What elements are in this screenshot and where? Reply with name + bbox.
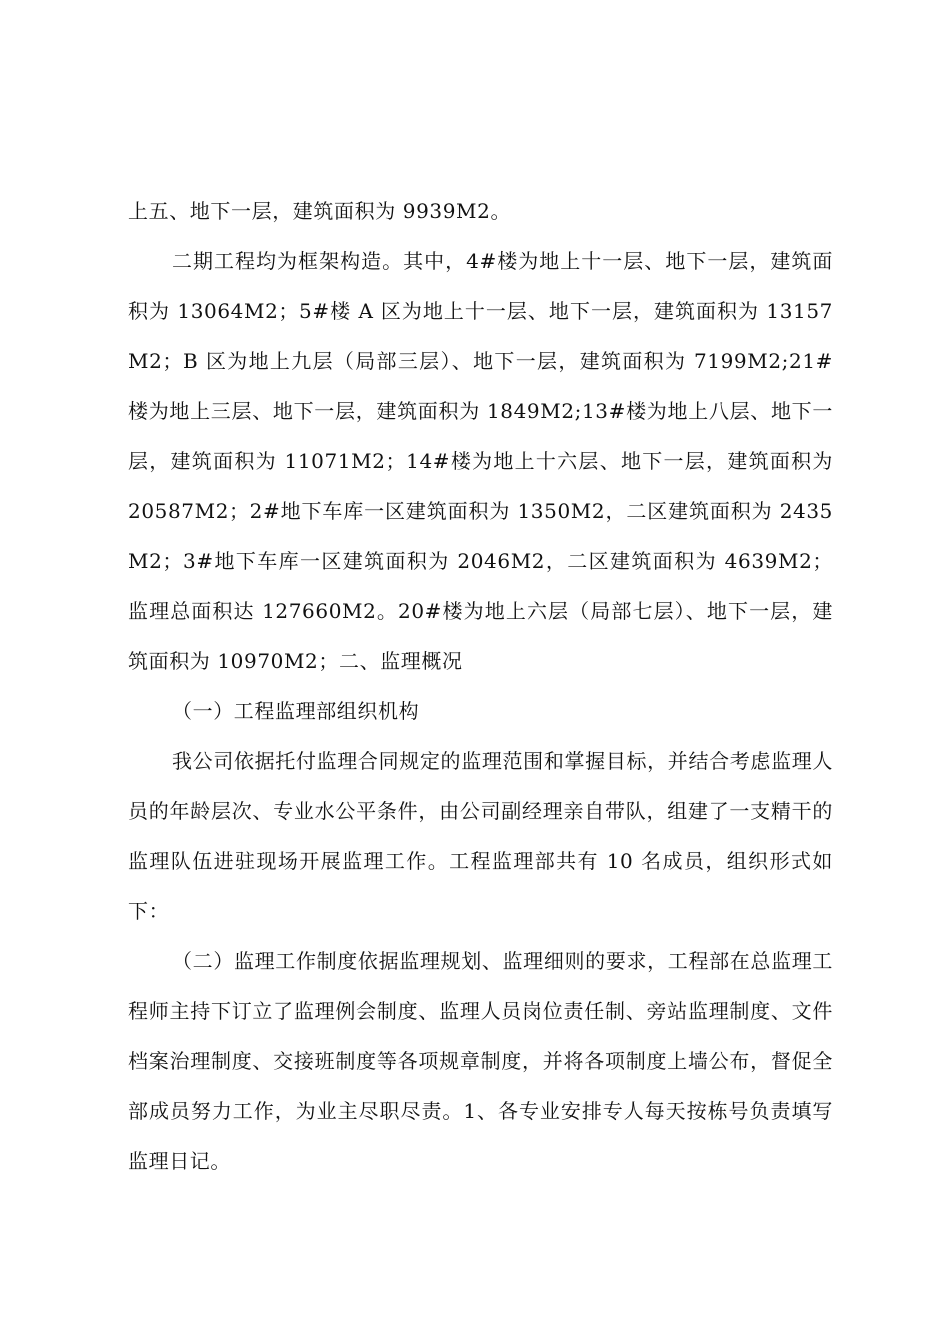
paragraph-work-system: （二）监理工作制度依据监理规划、监理细则的要求，工程部在总监理工程师主持下订立了监理例会制度、监理人员岗位责任制、旁站监理制度、文件档案治理制度、交接班制度等各项规章制度，并将各项制度上墙公布，督促全部成员努力工作，为业主尽职尽责。1、各专业安排专人每天按栋号负责填写监理日记。 — [128, 949, 833, 1173]
document-body — [128, 186, 833, 1186]
paragraph-continuation: 上五、地下一层，建筑面积为 9939M2。 — [128, 199, 512, 223]
paragraph-phase-two-overview: 二期工程均为框架构造。其中，4#楼为地上十一层、地下一层，建筑面积为 13064M2；5#楼 A 区为地上十一层、地下一层，建筑面积为 13157M2；B 区为地上九层（局部三层）、地下一层，建筑面积为 7199M2;21#楼为地上三层、地下一层，建筑面积为 1849M2;13#楼为地上八层、地下一层，建筑面积为 11071M2；14#楼为地上十六层、地下一层，建筑面积为 20587M2；2#地下车库一区建筑面积为 1350M2，二区建筑面积为 2435M2；3#地下车库一区建筑面积为 2046M2，二区建筑面积为 4639M2；监理总面积达 127660M2。20#楼为地上六层（局部七层）、地下一层，建筑面积为 10970M2；二、监理概况 — [128, 249, 833, 673]
paragraph-organization: 我公司依据托付监理合同规定的监理范围和掌握目标，并结合考虑监理人员的年龄层次、专业水公平条件，由公司副经理亲自带队，组建了一支精干的监理队伍进驻现场开展监理工作。工程监理部共有 10 名成员，组织形式如下： — [128, 749, 833, 923]
section-heading-organization: （一）工程监理部组织机构 — [172, 699, 420, 723]
